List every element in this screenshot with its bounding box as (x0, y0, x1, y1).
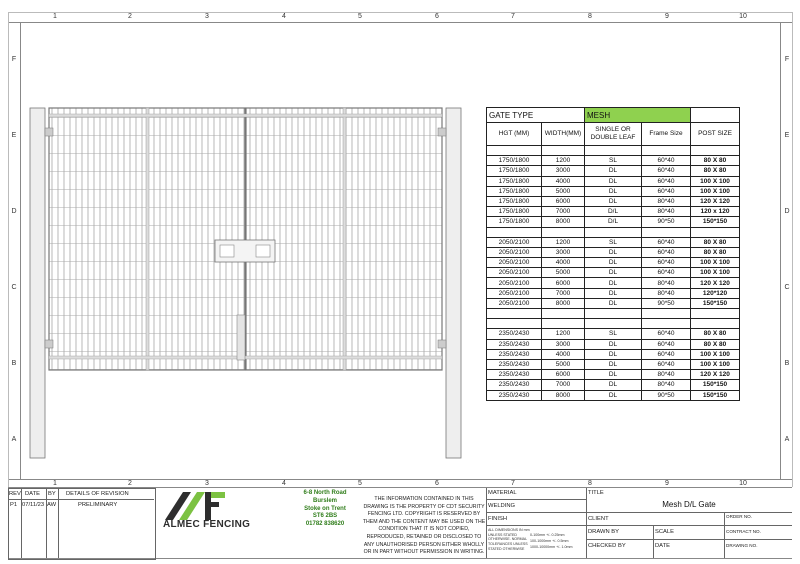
company-address: 6-8 North Road Burslem Stoke on Trent ST6 2BS 01782 838620 (303, 490, 347, 528)
date-value: 07/11/23 (22, 502, 45, 508)
table-cell: 120 X 120 (691, 278, 740, 288)
table-cell: 1750/1800 (487, 196, 542, 206)
drawing-title: Mesh D/L Gate (662, 500, 716, 509)
table-cell: 100 X 100 (691, 186, 740, 196)
table-cell: 2050/2100 (487, 247, 542, 257)
finish-label: FINISH (488, 516, 508, 522)
table-cell: 7000 (542, 380, 585, 390)
table-cell: SL (585, 237, 642, 247)
date-header: DATE (25, 491, 41, 497)
grid-row-letter: E (784, 132, 790, 139)
table-row (487, 237, 740, 247)
order-no-label: ORDER NO. (726, 514, 753, 519)
column-header: Frame Size (642, 123, 691, 146)
column-header: SINGLE OR DOUBLE LEAF (585, 123, 642, 146)
table-cell: 7000 (542, 207, 585, 217)
table-cell: 80 X 80 (691, 156, 740, 166)
table-cell: DL (585, 166, 642, 176)
table-cell: 1750/1800 (487, 217, 542, 227)
drawn-by-label: DRAWN BY (588, 529, 620, 535)
table-cell: 100 X 100 (691, 268, 740, 278)
outer-left (8, 12, 9, 487)
table-cell: 120 X 120 (691, 370, 740, 380)
table-cell: 2350/2430 (487, 339, 542, 349)
grid-col-number: 8 (588, 480, 592, 487)
table-cell: SL (585, 156, 642, 166)
table-cell: 80 X 80 (691, 237, 740, 247)
table-cell: 1750/1800 (487, 207, 542, 217)
drawing-no-label: DRAWING NO. (726, 543, 758, 548)
table-cell: 60*40 (642, 186, 691, 196)
table-cell: D/L (585, 217, 642, 227)
gate-drawing (25, 100, 465, 460)
left-post (30, 108, 45, 458)
table-cell: 2050/2100 (487, 288, 542, 298)
table-cell: 80 X 80 (691, 339, 740, 349)
spacer-row (487, 319, 740, 329)
table-cell: DL (585, 390, 642, 400)
table-header-row (487, 123, 740, 146)
checked-by-label: CHECKED BY (588, 543, 626, 549)
table-cell: 5000 (542, 186, 585, 196)
table-cell: 2350/2430 (487, 380, 542, 390)
table-cell: 6000 (542, 196, 585, 206)
copyright-notice: THE INFORMATION CONTAINED IN THIS DRAWING IS THE PROPERTY OF CDT SECURITY FENCING LTD. COPYRIGHT IS RESERVED BY THEM AND THE CONTENT MAY BE USED ON THE CONDITION THAT IT IS NOT COPIED, REPRODUCED, RETAINED OR DISCLOSED TO ANY UNAUTHORISED PERSON EITHER WHOLLY OR IN PART WITHOUT PERMISSION IN WRITING. (362, 496, 486, 556)
drop-bolt (237, 315, 245, 360)
grid-col-number: 3 (205, 480, 209, 487)
table-cell: 4000 (542, 258, 585, 268)
table-row (487, 349, 740, 359)
almec-logo-icon (165, 490, 237, 522)
table-row (487, 217, 740, 227)
table-cell: 1200 (542, 237, 585, 247)
grid-col-number: 4 (282, 480, 286, 487)
table-row (487, 288, 740, 298)
table-cell: 100 X 100 (691, 258, 740, 268)
table-cell: 5000 (542, 268, 585, 278)
table-cell: 60*40 (642, 329, 691, 339)
rev-value: P1 (10, 502, 18, 508)
table-cell: DL (585, 176, 642, 186)
table-cell: DL (585, 380, 642, 390)
gate-type-row (487, 108, 740, 123)
welding-label: WELDING (488, 503, 516, 509)
table-cell: 60*40 (642, 166, 691, 176)
table-row (487, 166, 740, 176)
table-cell: 2050/2100 (487, 268, 542, 278)
table-row (487, 359, 740, 369)
grid-col-number: 7 (511, 13, 515, 20)
table-row (487, 268, 740, 278)
table-row (487, 156, 740, 166)
table-cell: 120*120 (691, 288, 740, 298)
grid-row-letter: C (11, 284, 17, 291)
table-cell: 6000 (542, 278, 585, 288)
grid-row-letter: E (11, 132, 17, 139)
border-left (20, 22, 21, 480)
table-cell: 80*40 (642, 288, 691, 298)
grid-col-number: 10 (739, 480, 747, 487)
table-cell: 4000 (542, 349, 585, 359)
table-cell: 60*40 (642, 247, 691, 257)
table-cell: D/L (585, 207, 642, 217)
table-cell: DL (585, 349, 642, 359)
table-cell: 7000 (542, 288, 585, 298)
table-row (487, 298, 740, 308)
table-cell: 120 X 120 (691, 196, 740, 206)
details-value: PRELIMINARY (78, 502, 118, 508)
details-header: DETAILS OF REVISION (66, 491, 129, 497)
table-cell: 8000 (542, 217, 585, 227)
table-cell: 60*40 (642, 237, 691, 247)
grid-col-number: 3 (205, 13, 209, 20)
grid-col-number: 1 (53, 480, 57, 487)
table-row (487, 258, 740, 268)
table-cell: 1750/1800 (487, 186, 542, 196)
table-cell: DL (585, 196, 642, 206)
contract-no-label: CONTRACT NO. (726, 529, 761, 534)
table-cell: 60*40 (642, 268, 691, 278)
table-row (487, 176, 740, 186)
table-row (487, 339, 740, 349)
table-row (487, 380, 740, 390)
grid-col-number: 2 (128, 13, 132, 20)
table-cell: 60*40 (642, 359, 691, 369)
table-cell: DL (585, 298, 642, 308)
date-label: DATE (655, 543, 671, 549)
table-cell: 2350/2430 (487, 349, 542, 359)
grid-row-letter: A (784, 436, 790, 443)
by-header: BY (48, 491, 56, 497)
table-cell: 8000 (542, 298, 585, 308)
table-cell: 3000 (542, 166, 585, 176)
table-cell: 80 X 80 (691, 247, 740, 257)
table-cell: 8000 (542, 390, 585, 400)
table-cell: 80*40 (642, 380, 691, 390)
grid-col-number: 9 (665, 13, 669, 20)
grid-col-number: 5 (358, 13, 362, 20)
table-cell: DL (585, 258, 642, 268)
grid-col-number: 5 (358, 480, 362, 487)
table-cell: 2050/2100 (487, 258, 542, 268)
rev-header: REV (9, 491, 21, 497)
table-cell: 60*40 (642, 258, 691, 268)
grid-col-number: 1 (53, 13, 57, 20)
grid-row-letter: F (11, 56, 17, 63)
spacer-row (487, 146, 740, 156)
company-name: ALMEC FENCING (163, 519, 251, 530)
column-header: WIDTH(MM) (542, 123, 585, 146)
table-row (487, 370, 740, 380)
table-cell: DL (585, 288, 642, 298)
table-cell: 120 x 120 (691, 207, 740, 217)
column-header: POST SIZE (691, 123, 740, 146)
grid-row-letter: B (784, 360, 790, 367)
table-cell: SL (585, 329, 642, 339)
table-cell: 5000 (542, 359, 585, 369)
table-cell: DL (585, 278, 642, 288)
table-cell: 4000 (542, 176, 585, 186)
grid-col-number: 2 (128, 480, 132, 487)
grid-row-letter: D (784, 208, 790, 215)
table-cell: DL (585, 370, 642, 380)
gate-spec-table (486, 107, 740, 401)
tolerance-values: 0-100mm +/- 0.25mm 100-1000mm +/- 0.5mm 1000-10000mm +/- 1.0mm (530, 533, 573, 549)
border-top (8, 22, 792, 23)
table-cell: 1750/1800 (487, 156, 542, 166)
table-cell: 1750/1800 (487, 166, 542, 176)
client-label: CLIENT (588, 516, 609, 522)
table-cell: 80*40 (642, 370, 691, 380)
table-cell: 6000 (542, 370, 585, 380)
table-row (487, 278, 740, 288)
table-cell: 150*150 (691, 390, 740, 400)
table-cell: DL (585, 268, 642, 278)
table-cell: 3000 (542, 339, 585, 349)
table-cell: 60*40 (642, 349, 691, 359)
table-cell: 90*50 (642, 217, 691, 227)
table-row (487, 196, 740, 206)
grid-row-letter: C (784, 284, 790, 291)
table-cell: 2050/2100 (487, 298, 542, 308)
table-cell: 150*150 (691, 380, 740, 390)
grid-col-number: 7 (511, 480, 515, 487)
table-cell: DL (585, 247, 642, 257)
table-row (487, 390, 740, 400)
grid-col-number: 8 (588, 13, 592, 20)
table-cell: DL (585, 186, 642, 196)
grid-col-number: 6 (435, 480, 439, 487)
table-row (487, 247, 740, 257)
grid-row-letter: B (11, 360, 17, 367)
table-cell: DL (585, 339, 642, 349)
table-cell: 150*150 (691, 298, 740, 308)
table-cell: 1200 (542, 329, 585, 339)
table-cell: 100 X 100 (691, 349, 740, 359)
table-cell: 1200 (542, 156, 585, 166)
table-cell: 2350/2430 (487, 359, 542, 369)
spacer-row (487, 309, 740, 319)
grid-row-letter: A (11, 436, 17, 443)
table-cell: 100 X 100 (691, 176, 740, 186)
table-row (487, 329, 740, 339)
table-cell: 150*150 (691, 217, 740, 227)
border-right (780, 22, 781, 480)
table-cell: 2350/2430 (487, 390, 542, 400)
table-row (487, 207, 740, 217)
table-cell: 80*40 (642, 278, 691, 288)
table-cell: 2050/2100 (487, 237, 542, 247)
by-value: AW (47, 502, 57, 508)
table-cell: 3000 (542, 247, 585, 257)
right-post (446, 108, 461, 458)
material-label: MATERIAL (488, 490, 517, 496)
spacer-row (487, 227, 740, 237)
grid-col-number: 4 (282, 13, 286, 20)
title-label: TITLE (588, 490, 604, 496)
table-cell: 100 X 100 (691, 359, 740, 369)
table-cell: 90*50 (642, 390, 691, 400)
table-cell: 60*40 (642, 176, 691, 186)
gate-type-label: GATE TYPE (487, 108, 585, 123)
table-cell: 80 X 80 (691, 166, 740, 176)
grid-col-number: 6 (435, 13, 439, 20)
scale-label: SCALE (655, 529, 675, 535)
grid-row-letter: D (11, 208, 17, 215)
gate-type-value: MESH (585, 108, 691, 123)
grid-col-number: 10 (739, 13, 747, 20)
grid-col-number: 9 (665, 480, 669, 487)
table-cell: 2050/2100 (487, 278, 542, 288)
table-row (487, 186, 740, 196)
table-cell: 2350/2430 (487, 329, 542, 339)
table-cell: 2350/2430 (487, 370, 542, 380)
grid-row-letter: F (784, 56, 790, 63)
table-cell: 80 X 80 (691, 329, 740, 339)
table-cell: 80*40 (642, 196, 691, 206)
table-cell: 90*50 (642, 298, 691, 308)
column-header: HGT (MM) (487, 123, 542, 146)
table-cell: 60*40 (642, 156, 691, 166)
tolerance-notes: ALL DIMENSIONS IN mm UNLESS STATED OTHERWISE. NORMAL TOLERANCES UNLESS STATED OTHERWISE (488, 528, 530, 551)
table-cell: 80*40 (642, 207, 691, 217)
outer-right (792, 12, 793, 487)
table-cell: 1750/1800 (487, 176, 542, 186)
table-cell: 60*40 (642, 339, 691, 349)
table-cell: DL (585, 359, 642, 369)
